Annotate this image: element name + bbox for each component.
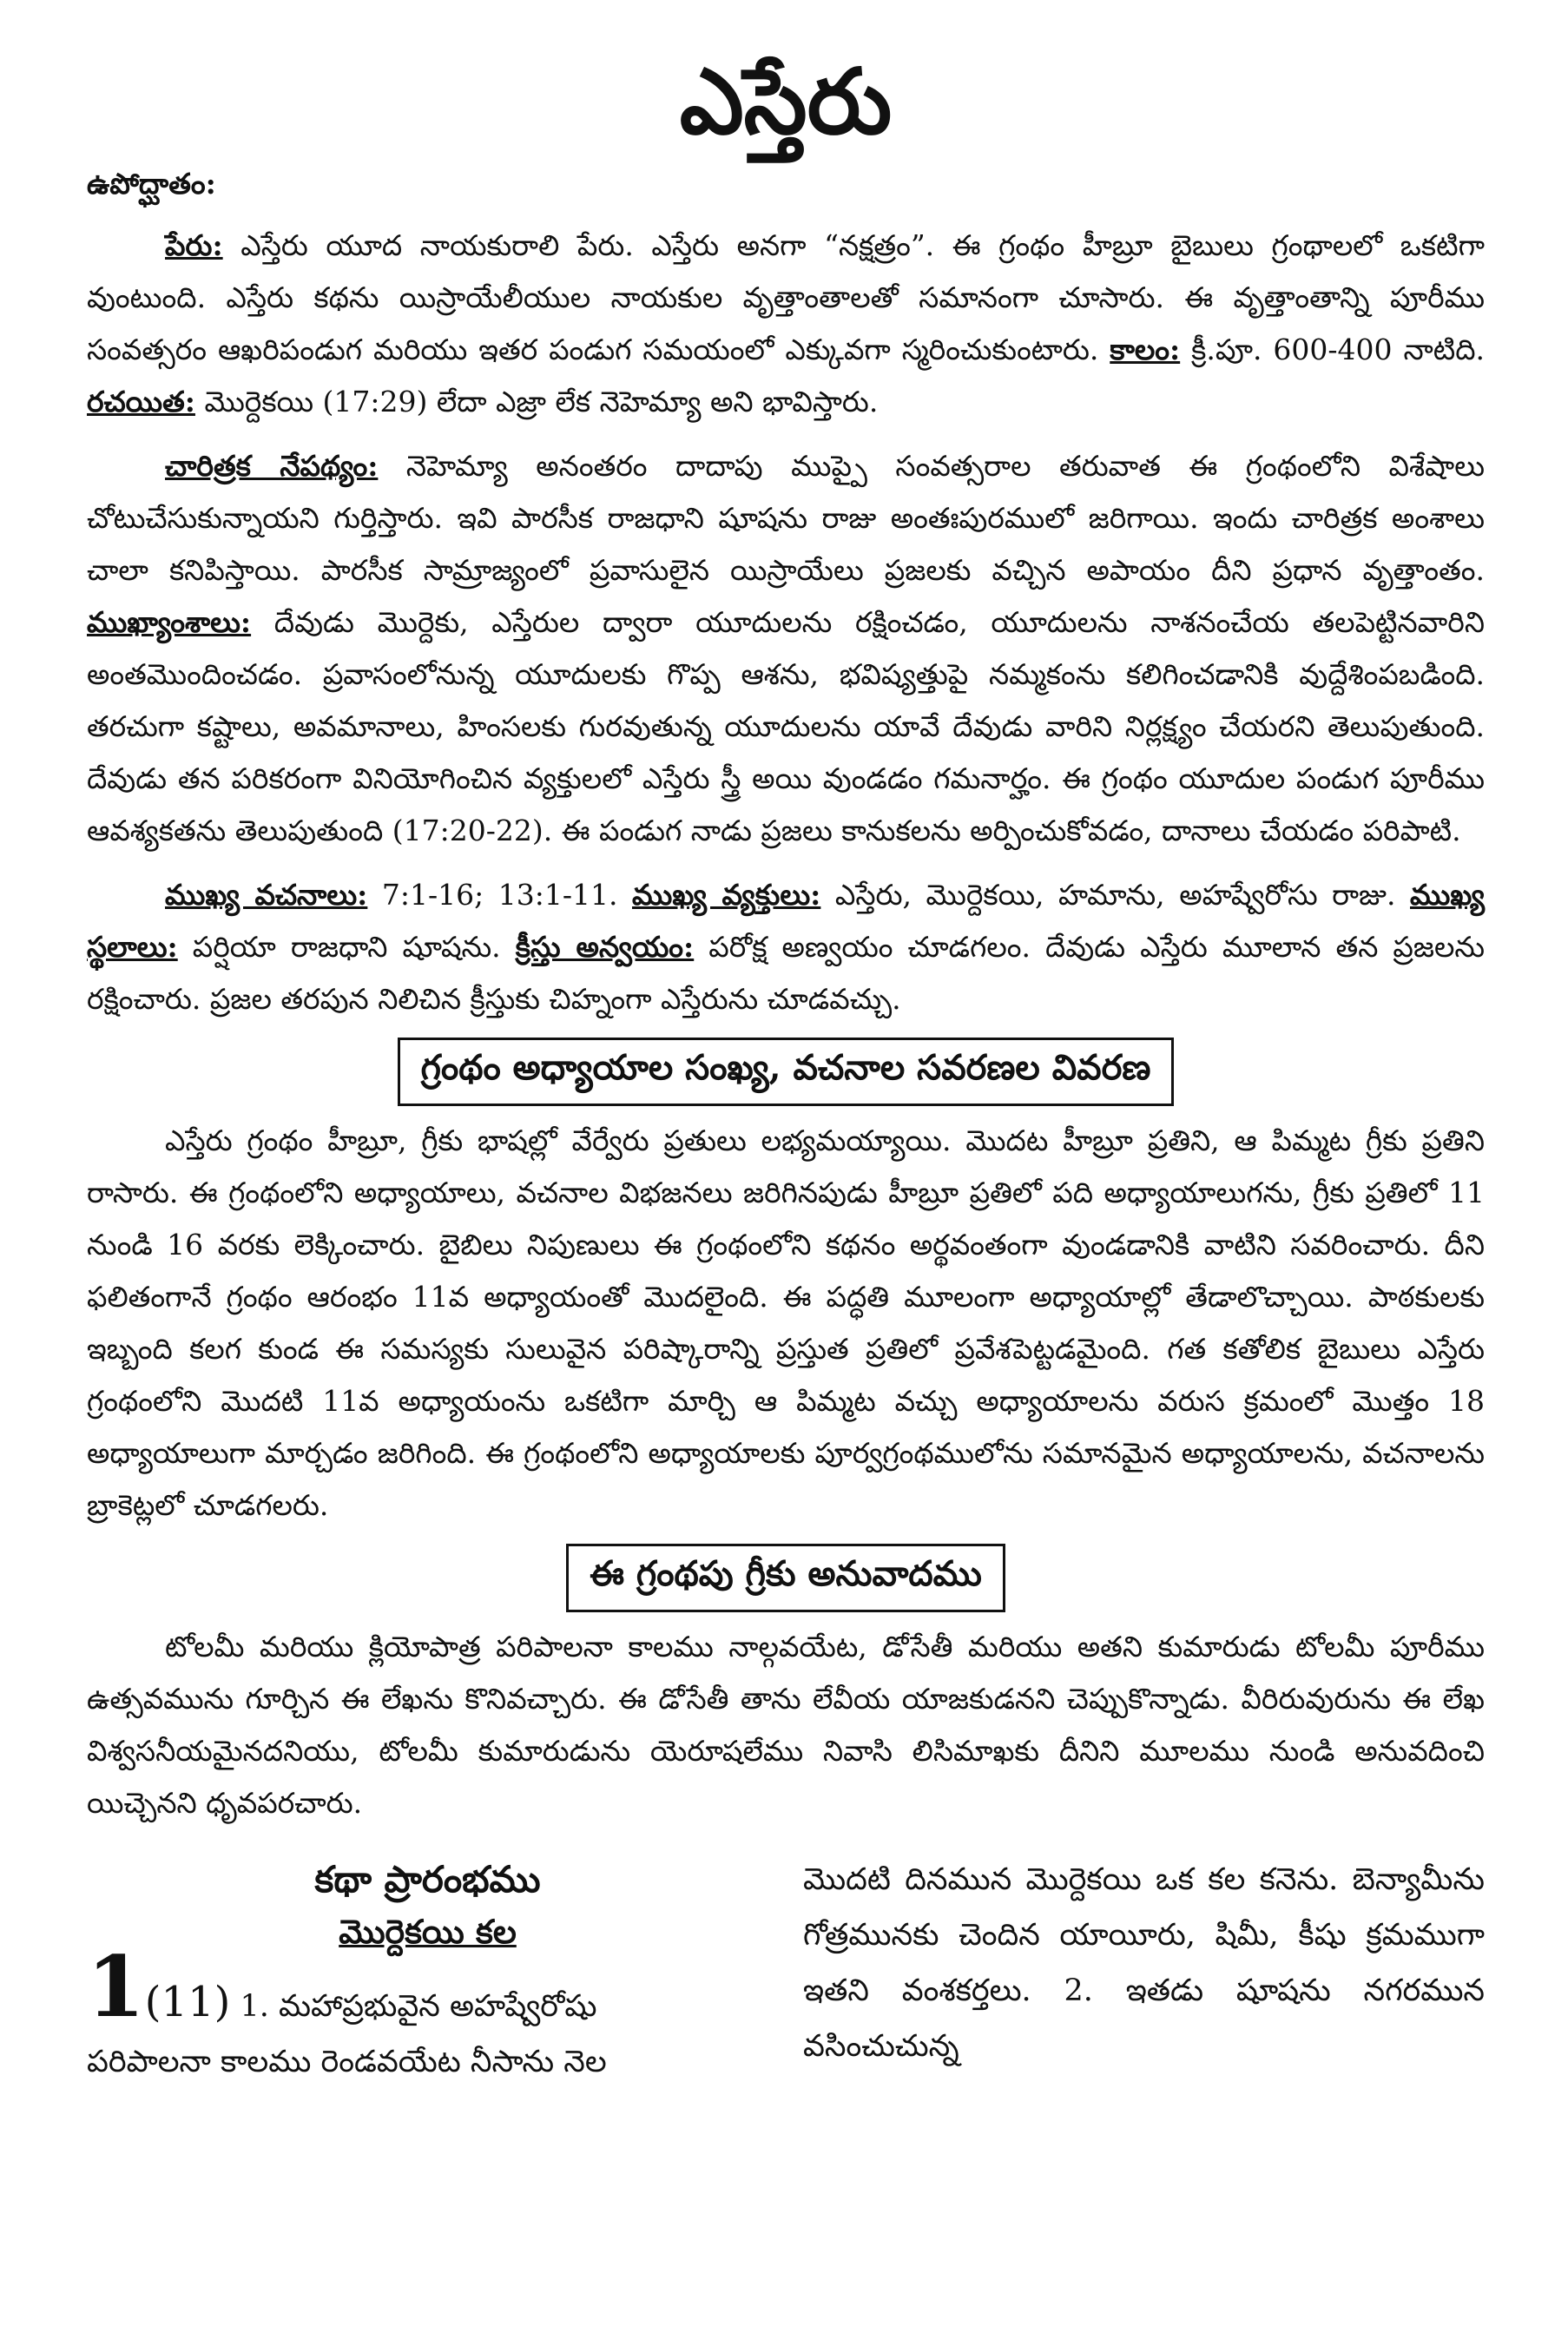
story-heading: కథా ప్రారంభము: [314, 1858, 541, 1901]
key-verses-label: ముఖ్య వచనాలు:: [165, 878, 368, 912]
period-label: కాలం:: [1110, 333, 1181, 367]
verse-1-continued: పరిపాలనా కాలము రెండవయేట నీసాను నెల: [87, 2045, 607, 2080]
themes-label: ముఖ్యాంశాలు:: [87, 605, 252, 640]
chapter-number: 1: [87, 1938, 145, 2037]
author-label: రచయిత:: [87, 385, 195, 419]
right-column: [803, 1852, 1485, 2090]
page: [87, 48, 1486, 2090]
right-column-text: మొదటి దినమున మొర్దెకయి ఒక కల కనెను. బెన్యామీను గోత్రమునకు చెందిన యాయీరు, షిమీ, కీషు క్రమముగా ఇతని వంశకర్తలు. 2. ఇతడు షూషను నగరమున వసించుచున్న: [803, 1862, 1485, 2065]
history-text: నెహెమ్యా అనంతరం దాదాపు ముప్పై సంవత్సరాల తరువాత ఈ గ్రంథంలోని విశేషాలు చోటుచేసుకున్నాయని గుర్తిస్తారు. ఇవి పారసీక రాజధాని షూషను రాజు అంతఃపురములో జరిగాయి. ఇందు చారిత్రక అంశాలు చాలా కనిపిస్తాయి. పారసీక సామ్రాజ్యంలో ప్రవాసులైన యిస్రాయేలు ప్రజలకు వచ్చిన అపాయం దీని ప్రధాన వృత్తాంతం.: [87, 449, 1486, 588]
two-column-text: [87, 1852, 1485, 2090]
author-text: మొర్దెకయి (17:29) లేదా ఎజ్రా లేక నెహెమ్యా అని భావిస్తారు.: [194, 385, 879, 419]
intro-heading: ఉపోద్ఘాతం:: [87, 167, 216, 201]
chapter-alt-number: (11): [144, 1978, 231, 2027]
section-heading-wrap-2: [87, 1544, 1485, 1612]
intro-paragraph-2: [87, 440, 1485, 857]
intro-paragraph-3: [87, 869, 1485, 1025]
chapters-paragraph: ఎస్తేరు గ్రంథం హీబ్రూ, గ్రీకు భాషల్లో వేర్వేరు ప్రతులు లభ్యమయ్యాయి. మొదట హీబ్రూ ప్రతిని, ఆ పిమ్మట గ్రీకు ప్రతిని రాసారు. ఈ గ్రంథంలోని అధ్యాయాలు, వచనాల విభజనలు జరిగినపుడు హీబ్రూ ప్రతిలో పది అధ్యాయాలుగను, గ్రీకు ప్రతిలో 11 నుండి 16 వరకు లెక్కించారు. బైబిలు నిపుణులు ఈ గ్రంథంలోని కథనం అర్థవంతంగా వుండడానికి వాటిని సవరించారు. దీని ఫలితంగానే గ్రంథం ఆరంభం 11వ అధ్యాయంతో మొదలైంది. ఈ పద్ధతి మూలంగా అధ్యాయాల్లో తేడాలొచ్చాయి. పాఠకులకు ఇబ్బంది కలగ కుండ ఈ సమస్యకు సులువైన పరిష్కారాన్ని ప్రస్తుత ప్రతిలో ప్రవేశపెట్టడమైంది. గత కతోలిక బైబులు ఎస్తేరు గ్రంథంలోని మొదటి 11వ అధ్యాయంను ఒకటిగా మార్చి ఆ పిమ్మట వచ్చు అధ్యాయాలను వరుస క్రమంలో మొత్తం 18 అధ్యాయాలుగా మార్చడం జరిగింది. ఈ గ్రంథంలోని అధ్యాయాలకు పూర్వగ్రంథములోను సమానమైన అధ్యాయాలను, వచనాలను బ్రాకెట్లలో చూడగలరు.: [87, 1123, 1485, 1523]
name-label: పేరు:: [165, 228, 223, 263]
christ-label: క్రీస్తు అన్వయం:: [515, 930, 695, 965]
name-text: ఎస్తేరు యూద నాయకురాలి పేరు. ఎస్తేరు అనగా “నక్షత్రం”. ఈ గ్రంథం హీబ్రూ బైబులు గ్రంథాలలో ఒకటిగా వుంటుంది. ఎస్తేరు కథను యిస్రాయేలీయుల నాయకుల వృత్తాంతాలతో సమానంగా చూసారు. ఈ వృత్తాంతాన్ని పూరీము సంవత్సరం ఆఖరిపండుగ మరియు ఇతర పండుగ సమయంలో ఎక్కువగా స్మరించుకుంటారు.: [87, 228, 1485, 367]
period-text: క్రీ.పూ. 600-400 నాటిది.: [1180, 333, 1485, 367]
chapter-line: [87, 1938, 768, 2037]
greek-paragraph: టోలమీ మరియు క్లియోపాత్ర పరిపాలనా కాలము నాల్గవయేట, డోసేతీ మరియు అతని కుమారుడు టోలమీ పూరీము ఉత్సవమును గూర్చిన ఈ లేఖను కొనివచ్చారు. ఈ డోసేతీ తాను లేవీయ యాజకుడనని చెప్పుకొన్నాడు. వీరిరువురును ఈ లేఖ విశ్వసనీయమైనదనియు, టోలమీ కుమారుడును యెరూషలేము నివాసి లిసిమాఖకు దీనిని మూలము నుండి అనువదించి యిచ్చెనని ధృవపరచారు.: [87, 1630, 1485, 1821]
page-title: ఎస్తేరు: [679, 48, 893, 155]
key-places-label: ముఖ్య స్థలాలు:: [87, 878, 1485, 965]
section-heading-wrap-1: [87, 1038, 1485, 1106]
section-heading-chapters: గ్రంథం అధ్యాయాల సంఖ్య, వచనాల సవరణల వివరణ: [398, 1038, 1175, 1106]
intro-paragraph-1: [87, 220, 1485, 428]
key-places-text: పర్షియా రాజధాని షూషను.: [177, 930, 516, 965]
left-column: [87, 1852, 768, 2090]
section-heading-greek: ఈ గ్రంథపు గ్రీకు అనువాదము: [566, 1544, 1005, 1612]
key-people-text: ఎస్తేరు, మొర్దెకయి, హమాను, అహష్వేరోసు రాజు.: [820, 878, 1410, 912]
verse-1-start: 1. మహాప్రభువైన అహష్వేరోషు: [230, 1989, 597, 2025]
story-subheading: మొర్దెకయి కల: [339, 1912, 517, 1952]
key-people-label: ముఖ్య వ్యక్తులు:: [631, 878, 821, 912]
history-label: చారిత్రక నేపథ్యం:: [165, 449, 379, 484]
christ-text: పరోక్ష అణ్వయం చూడగలం. దేవుడు ఎస్తేరు మూలాన తన ప్రజలను రక్షించారు. ప్రజల తరపున నిలిచిన క్రీస్తుకు చిహ్నంగా ఎస్తేరును చూడవచ్చు.: [87, 930, 1485, 1017]
themes-text: దేవుడు మొర్దెకు, ఎస్తేరుల ద్వారా యూదులను రక్షించడం, యూదులను నాశనంచేయ తలపెట్టినవారిని అంతమొందించడం. ప్రవాసంలోనున్న యూదులకు గొప్ప ఆశను, భవిష్యత్తుపై నమ్మకంను కలిగించడానికి వుద్దేశింపబడింది. తరచుగా కష్టాలు, అవమానాలు, హింసలకు గురవుతున్న యూదులను యావే దేవుడు వారిని నిర్లక్ష్యం చేయరని తెలుపుతుంది. దేవుడు తన పరికరంగా వినియోగించిన వ్యక్తులలో ఎస్తేరు స్త్రీ అయి వుండడం గమనార్హం. ఈ గ్రంథం యూదుల పండుగ పూరీము ఆవశ్యకతను తెలుపుతుంది (17:20-22). ఈ పండుగ నాడు ప్రజలు కానుకలను అర్పించుకోవడం, దానాలు చేయడం పరిపాటి.: [87, 605, 1485, 848]
key-verses-text: 7:1-16; 13:1-11.: [367, 878, 632, 912]
